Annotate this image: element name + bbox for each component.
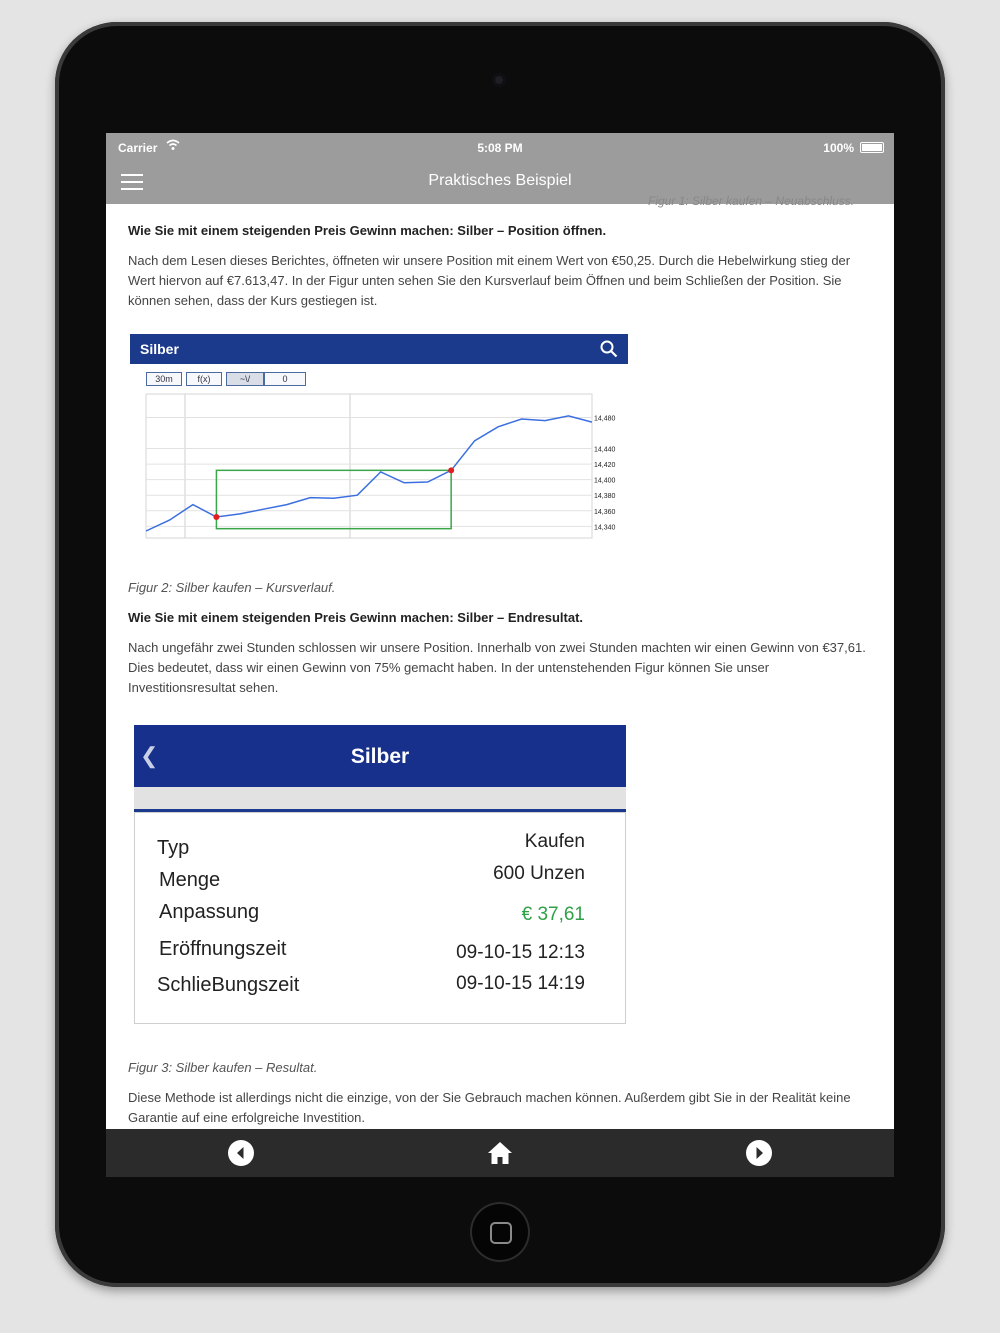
home-button[interactable] xyxy=(470,1202,530,1262)
status-bar xyxy=(106,133,894,160)
home-button-icon xyxy=(490,1222,512,1244)
reset-button: 0 xyxy=(264,372,306,386)
timeframe-button: 30m xyxy=(146,372,182,386)
previous-figure-caption: Figur 1: Silber kaufen – Neuabschluss. xyxy=(648,194,855,208)
page-title: Praktisches Beispiel xyxy=(428,172,572,189)
previous-page-icon[interactable] xyxy=(228,1140,254,1166)
result-table xyxy=(134,812,626,1024)
chart-header xyxy=(130,334,628,364)
result-value: 09-10-15 14:19 xyxy=(456,973,585,994)
figure-caption: Figur 3: Silber kaufen – Resultat. xyxy=(128,1060,318,1075)
home-icon[interactable] xyxy=(487,1140,513,1166)
result-value: 600 Unzen xyxy=(493,863,585,884)
y-tick-label: 14,380 xyxy=(594,493,616,501)
plot-area xyxy=(146,394,592,538)
result-header xyxy=(134,725,626,787)
article-content xyxy=(128,194,874,1129)
chart-title: Silber xyxy=(140,341,179,357)
result-separator xyxy=(134,787,626,812)
y-tick-label: 14,440 xyxy=(594,446,616,454)
result-title: Silber xyxy=(350,745,410,768)
line-type-button: ~\/ xyxy=(226,372,264,386)
y-tick-label: 14,480 xyxy=(594,415,616,423)
result-label: Anpassung xyxy=(159,901,260,923)
paragraph: Nach ungefähr zwei Stunden schlossen wir unsere Position. Innerhalb von zwei Stunden machten wir einen Gewinn von €37,61. Dies bedeutet, dass wir einen Gewinn von 75% gemacht haben. In der untenstehenden Figur können Sie unser Investitionsresultat sehen. xyxy=(128,640,866,695)
battery-icon xyxy=(860,142,884,153)
result-label: Menge xyxy=(159,869,221,891)
result-value-profit: € 37,61 xyxy=(521,904,585,925)
carrier-label: Carrier xyxy=(118,141,158,155)
screen xyxy=(106,133,894,1177)
y-tick-label: 14,340 xyxy=(594,524,616,532)
line-chart xyxy=(130,388,630,548)
back-chevron-icon: ❮ xyxy=(140,743,159,768)
result-label: Typ xyxy=(157,837,190,859)
result-value: 09-10-15 12:13 xyxy=(456,942,585,963)
clock: 5:08 PM xyxy=(477,141,523,155)
paragraph: Diese Methode ist allerdings nicht die einzige, von der Sie Gebrauch machen können. Außerdem gibt Sie in der Realität keine Garantie auf eine erfolgreiche Investition. xyxy=(128,1090,851,1125)
bottom-toolbar xyxy=(106,1129,894,1177)
result-figure xyxy=(134,725,626,1025)
result-label: SchlieBungszeit xyxy=(157,974,300,996)
trade-marker xyxy=(448,467,454,473)
section-heading: Wie Sie mit einem steigenden Preis Gewinn machen: Silber – Position öffnen. xyxy=(128,223,607,238)
camera xyxy=(492,73,506,87)
result-value: Kaufen xyxy=(524,831,585,852)
figure-caption: Figur 2: Silber kaufen – Kursverlauf. xyxy=(128,580,336,595)
y-tick-label: 14,360 xyxy=(594,508,616,516)
price-chart-figure xyxy=(130,334,630,544)
result-label: Eröffnungszeit xyxy=(159,938,287,960)
next-page-icon[interactable] xyxy=(746,1140,772,1166)
paragraph: Nach dem Lesen dieses Berichtes, öffneten wir unsere Position mit einem Wert von €50,25. Durch die Hebelwirkung stieg der Wert hiervon auf €7.613,47. In der Figur unten sehen Sie den Kursverlauf beim Öffnen und beim Schließen der Position. Sie können sehen, dass der Kurs gestiegen ist. xyxy=(128,253,851,308)
trade-marker xyxy=(213,514,219,520)
function-button: f(x) xyxy=(186,372,222,386)
battery-percent: 100% xyxy=(823,141,854,155)
y-tick-label: 14,420 xyxy=(594,462,616,470)
search-icon xyxy=(600,340,618,363)
section-heading: Wie Sie mit einem steigenden Preis Gewinn machen: Silber – Endresultat. xyxy=(128,610,584,625)
y-tick-label: 14,400 xyxy=(594,477,616,485)
